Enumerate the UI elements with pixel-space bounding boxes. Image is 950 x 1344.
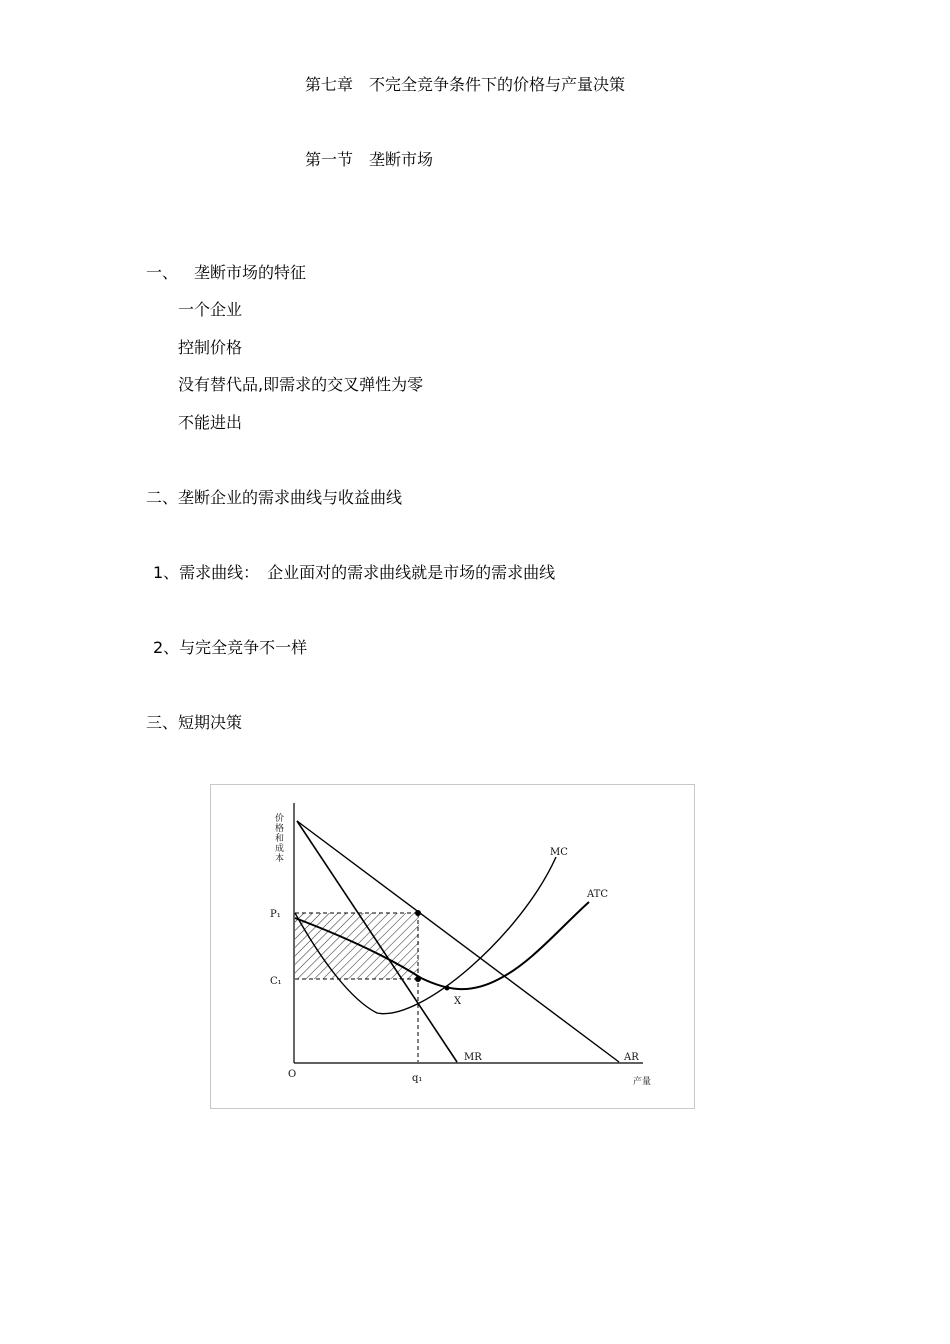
feature-item: 没有替代品,即需求的交叉弹性为零 [178,375,424,394]
heading-label: 垄断市场的特征 [194,263,307,282]
chapter-title: 第七章 不完全竞争条件下的价格与产量决策 [305,75,626,94]
mr-label: MR [464,1052,482,1063]
atc-label: ATC [587,889,608,900]
item-demand-curve: 1、需求曲线： 企业面对的需求曲线就是市场的需求曲线 [153,563,556,582]
x-point-label: X [454,996,462,1007]
feature-item: 不能进出 [178,413,243,432]
ar-label: AR [624,1052,639,1063]
y-axis-label-char: 和 [275,834,285,844]
mc-mr-intersection [445,986,450,991]
p1-label: P₁ [270,909,281,920]
heading-features [146,263,306,283]
c1-label: C₁ [270,976,282,987]
item-comparison: 2、与完全竞争不一样 [153,638,308,657]
diagram-svg [211,785,694,1108]
mc-label: MC [550,847,568,858]
y-axis-label-char: 价 [275,814,285,824]
y-axis-label-char: 成 [275,844,285,854]
q1-label: q₁ [412,1073,423,1084]
cost-point [415,976,421,982]
profit-area [295,913,419,979]
feature-item: 控制价格 [178,338,243,357]
origin-label: O [288,1069,297,1080]
y-axis-label-char: 本 [275,854,285,864]
feature-item: 一个企业 [178,300,243,319]
heading-number: 一、 [146,263,179,282]
x-axis-label: 产量 [633,1077,652,1087]
heading-demand-revenue: 二、垄断企业的需求曲线与收益曲线 [146,488,403,507]
monopoly-short-run-diagram [210,784,695,1109]
y-axis-label-char: 格 [275,824,285,834]
heading-short-run: 三、短期决策 [146,713,243,732]
section-title: 第一节 垄断市场 [305,150,434,169]
demand-point [415,910,421,916]
